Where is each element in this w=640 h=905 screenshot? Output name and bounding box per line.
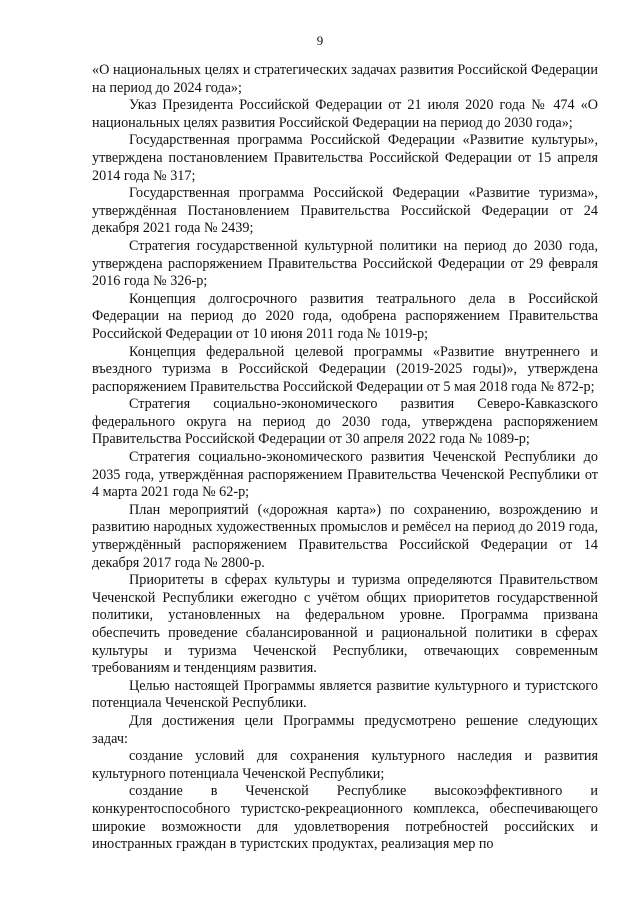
paragraph-tasks-intro: Для достижения цели Программы предусмотрено решение следующих задач:: [92, 712, 598, 747]
paragraph-program-goal: Целью настоящей Программы является развитие культурного и туристского потенциала Чеченской Республики.: [92, 677, 598, 712]
paragraph-presidential-decree-474: Указ Президента Российской Федерации от 21 июля 2020 года № 474 «О национальных целях развития Российской Федерации на период до 2030 года»;: [92, 97, 598, 131]
paragraph-north-caucasus-strategy: Стратегия социально-экономического развития Северо-Кавказского федерального округа на период до 2030 года, утверждена распоряжением Правительства Российской Федерации от 30 апреля 2022 года № 1089-р;: [92, 396, 598, 448]
paragraph-cultural-policy-strategy: Стратегия государственной культурной политики на период до 2030 года, утверждена распоряжением Правительства Российской Федерации от 29 февраля 2016 года № 326-р;: [92, 237, 598, 290]
page-number: 9: [316, 33, 324, 48]
paragraph-culture-program: Государственная программа Российской Федерации «Развитие культуры», утверждена постановлением Правительства Российской Федерации от 15 апреля 2014 года № 317;: [92, 132, 598, 184]
paragraph-chechen-strategy-2035: Стратегия социально-экономического развития Чеченской Республики до 2035 года, утверждённая распоряжением Правительства Чеченской Республики от 4 марта 2021 года № 62-р;: [92, 449, 598, 501]
document-body: [92, 62, 598, 854]
paragraph-tourism-program: Государственная программа Российской Федерации «Развитие туризма», утверждённая Постановлением Правительства Российской Федерации от 24 декабря 2021 года № 2439;: [92, 185, 598, 237]
paragraph-national-goals-2024: «О национальных целях и стратегических задачах развития Российской Федерации на период до 2024 года»;: [92, 62, 598, 96]
paragraph-crafts-roadmap: План мероприятий («дорожная карта») по сохранению, возрождению и развитию народных художественных промыслов и ремёсел на период до 2019 года, утверждённый распоряжением Правительства Российской Федерации от 14 декабря 2017 года № 2800-р.: [92, 501, 598, 571]
paragraph-task-heritage: создание условий для сохранения культурного наследия и развития культурного потенциала Чеченской Республики;: [92, 748, 598, 782]
paragraph-tourism-federal-concept: Концепция федеральной целевой программы «Развитие внутреннего и въездного туризма в Российской Федерации (2019-2025 годы)», утверждена распоряжением Правительства Российской Федерации от 5 мая 2018 года № 872-р;: [92, 343, 598, 395]
paragraph-task-tourism-complex: создание в Чеченской Республике высокоэффективного и конкурентоспособного туристско-рекреационного комплекса, обеспечивающего широкие возможности для удовлетворения потребностей российских и иностранных граждан в туристских продуктах, реализация мер по: [92, 783, 598, 853]
paragraph-priorities: Приоритеты в сферах культуры и туризма определяются Правительством Чеченской Республики ежегодно с учётом общих приоритетов государственной политики, установленных на федеральном уровне. Программа призвана обеспечить проведение сбалансированной и рациональной политики в сферах культуры и туризма Чеченской Республики, отвечающих современным требованиям и тенденциям развития.: [92, 572, 598, 677]
paragraph-theatre-concept: Концепция долгосрочного развития театрального дела в Российской Федерации на период до 2020 года, одобрена распоряжением Правительства Российской Федерации от 10 июня 2011 года № 1019-р;: [92, 290, 598, 342]
